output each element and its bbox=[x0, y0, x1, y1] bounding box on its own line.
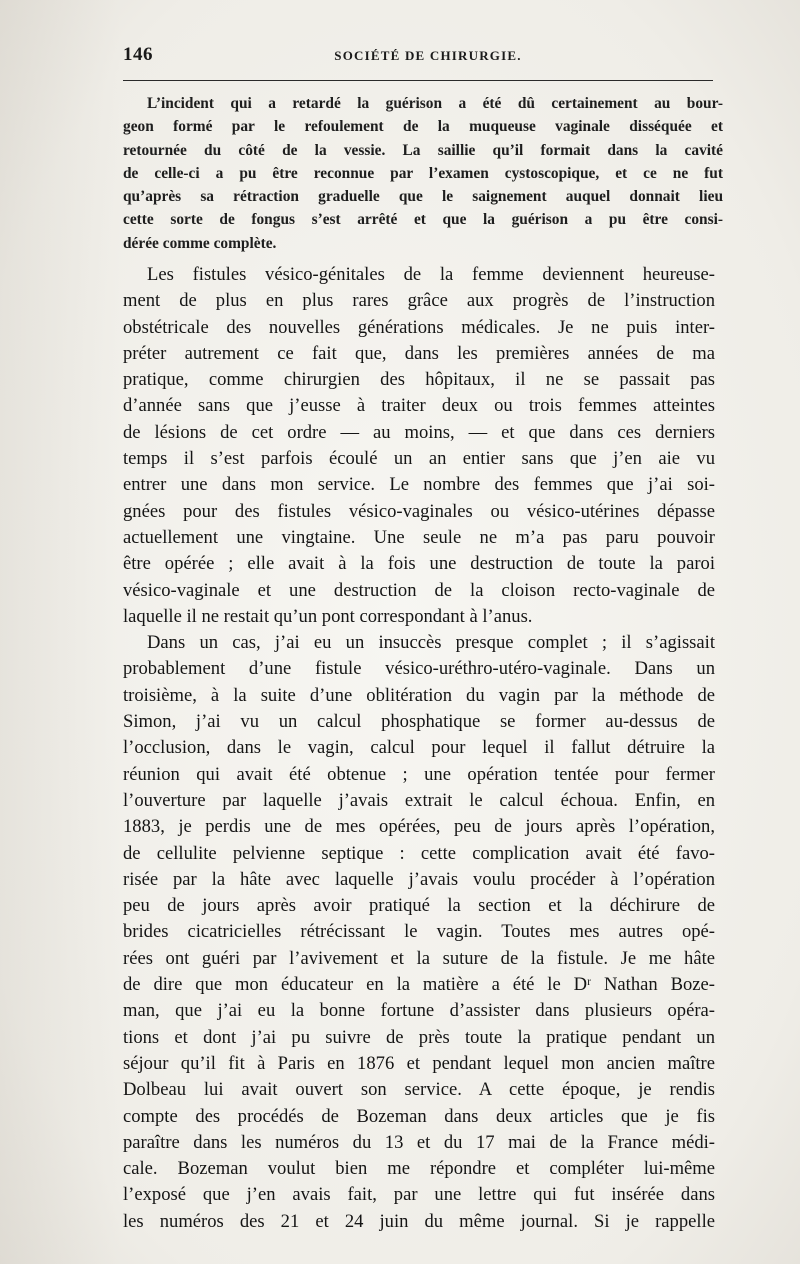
text-line: les numéros des 21 et 24 juin du même journal. Si je rappelle bbox=[123, 1210, 715, 1232]
text-line: peu de jours après avoir pratiqué la section et la déchirure de bbox=[123, 895, 715, 917]
text-line: 1883, je perdis une de mes opérées, peu de jours après l’opération, bbox=[123, 816, 715, 838]
page-number: 146 bbox=[123, 44, 153, 65]
text-line: risée par la hâte avec laquelle j’avais voulu procéder à l’opération bbox=[123, 868, 715, 890]
text-line: Dans un cas, j’ai eu un insuccès presque complet ; il s’agissait bbox=[147, 632, 715, 654]
text-line: de celle-ci a pu être reconnue par l’examen cystoscopique, et ce ne fut bbox=[123, 164, 723, 182]
text-line: de lésions de cet ordre — au moins, — et que dans ces derniers bbox=[123, 421, 715, 443]
text-line: l’exposé que j’en avais fait, par une lettre qui fut insérée dans bbox=[123, 1184, 715, 1206]
text-line: man, que j’ai eu la bonne fortune d’assister dans plusieurs opéra- bbox=[123, 1000, 715, 1022]
text-line: d’année sans que j’eusse à traiter deux ou trois femmes atteintes bbox=[123, 395, 715, 417]
text-line: brides cicatricielles rétrécissant le vagin. Toutes mes autres opé- bbox=[123, 921, 715, 943]
text-line: retournée du côté de la vessie. La saillie qu’il formait dans la cavité bbox=[123, 141, 723, 159]
text-line: vésico-vaginale et une destruction de la cloison recto-vaginale de bbox=[123, 579, 715, 601]
paragraph-cas bbox=[123, 630, 715, 1235]
text-line: l’occlusion, dans le vagin, calcul pour lequel il fallut détruire la bbox=[123, 737, 715, 759]
text-line: Dolbeau lui avait ouvert son service. A cette époque, je rendis bbox=[123, 1079, 715, 1101]
text-line: de cellulite pelvienne septique : cette complication avait été favo- bbox=[123, 842, 715, 864]
text-line: entrer une dans mon service. Le nombre des femmes que j’ai soi- bbox=[123, 474, 715, 496]
text-line: gnées pour des fistules vésico-vaginales ou vésico-utérines dépasse bbox=[123, 500, 715, 522]
text-line: tions et dont j’ai pu suivre de près toute la pratique pendant un bbox=[123, 1026, 715, 1048]
text-line: cale. Bozeman voulut bien me répondre et compléter lui-même bbox=[123, 1158, 715, 1180]
text-line: actuellement une vingtaine. Une seule ne m’a pas paru pouvoir bbox=[123, 526, 715, 548]
text-line: rées ont guéri par l’avivement et la suture de la fistule. Je me hâte bbox=[123, 947, 715, 969]
text-line: préter autrement ce fait que, dans les premières années de ma bbox=[123, 342, 715, 364]
body-text bbox=[123, 262, 715, 1235]
text-line: probablement d’une fistule vésico-uréthro-utéro-vaginale. Dans un bbox=[123, 658, 715, 680]
text-line: de dire que mon éducateur en la matière a été le Dʳ Nathan Boze- bbox=[123, 974, 715, 996]
text-line: qu’après sa rétraction graduelle que le saignement auquel donnait lieu bbox=[123, 188, 723, 206]
text-line: séjour qu’il fit à Paris en 1876 et pendant lequel mon ancien maître bbox=[123, 1052, 715, 1074]
paragraph-fistules bbox=[123, 262, 715, 630]
text-line: troisième, à la suite d’une oblitération du vagin par la méthode de bbox=[123, 684, 715, 706]
text-line: réunion qui avait été obtenue ; une opération tentée pour fermer bbox=[123, 763, 715, 785]
running-title: SOCIÉTÉ DE CHIRURGIE. bbox=[334, 48, 522, 63]
text-line: cette sorte de fongus s’est arrêté et que la guérison a pu être consi- bbox=[123, 211, 723, 229]
text-line: laquelle il ne restait qu’un pont correspondant à l’anus. bbox=[123, 605, 533, 627]
text-line: ment de plus en plus rares grâce aux progrès de l’instruction bbox=[123, 290, 715, 312]
text-line: l’ouverture par laquelle j’avais extrait le calcul échoua. Enfin, en bbox=[123, 789, 715, 811]
running-head bbox=[123, 44, 713, 74]
text-line: Simon, j’ai vu un calcul phosphatique se former au-dessus de bbox=[123, 711, 715, 733]
intro-paragraph bbox=[123, 92, 723, 255]
text-line: être opérée ; elle avait à la fois une destruction de toute la paroi bbox=[123, 553, 715, 575]
text-line: compte des procédés de Bozeman dans deux articles que je fis bbox=[123, 1105, 715, 1127]
text-line: obstétricale des nouvelles générations médicales. Je ne puis inter- bbox=[123, 316, 715, 338]
text-line: dérée comme complète. bbox=[123, 234, 277, 252]
page-shading bbox=[0, 0, 120, 1264]
text-line: temps il s’est parfois écoulé un an entier sans que j’en aie vu bbox=[123, 448, 715, 470]
text-line: paraître dans les numéros du 13 et du 17 mai de la France médi- bbox=[123, 1131, 715, 1153]
text-line: Les fistules vésico-génitales de la femme deviennent heureuse- bbox=[147, 264, 715, 285]
text-line: L’incident qui a retardé la guérison a été dû certainement au bour- bbox=[147, 95, 723, 112]
header-rule bbox=[123, 80, 713, 81]
text-line: geon formé par le refoulement de la muqueuse vaginale disséquée et bbox=[123, 118, 723, 136]
text-line: pratique, comme chirurgien des hôpitaux, il ne se passait pas bbox=[123, 369, 715, 391]
